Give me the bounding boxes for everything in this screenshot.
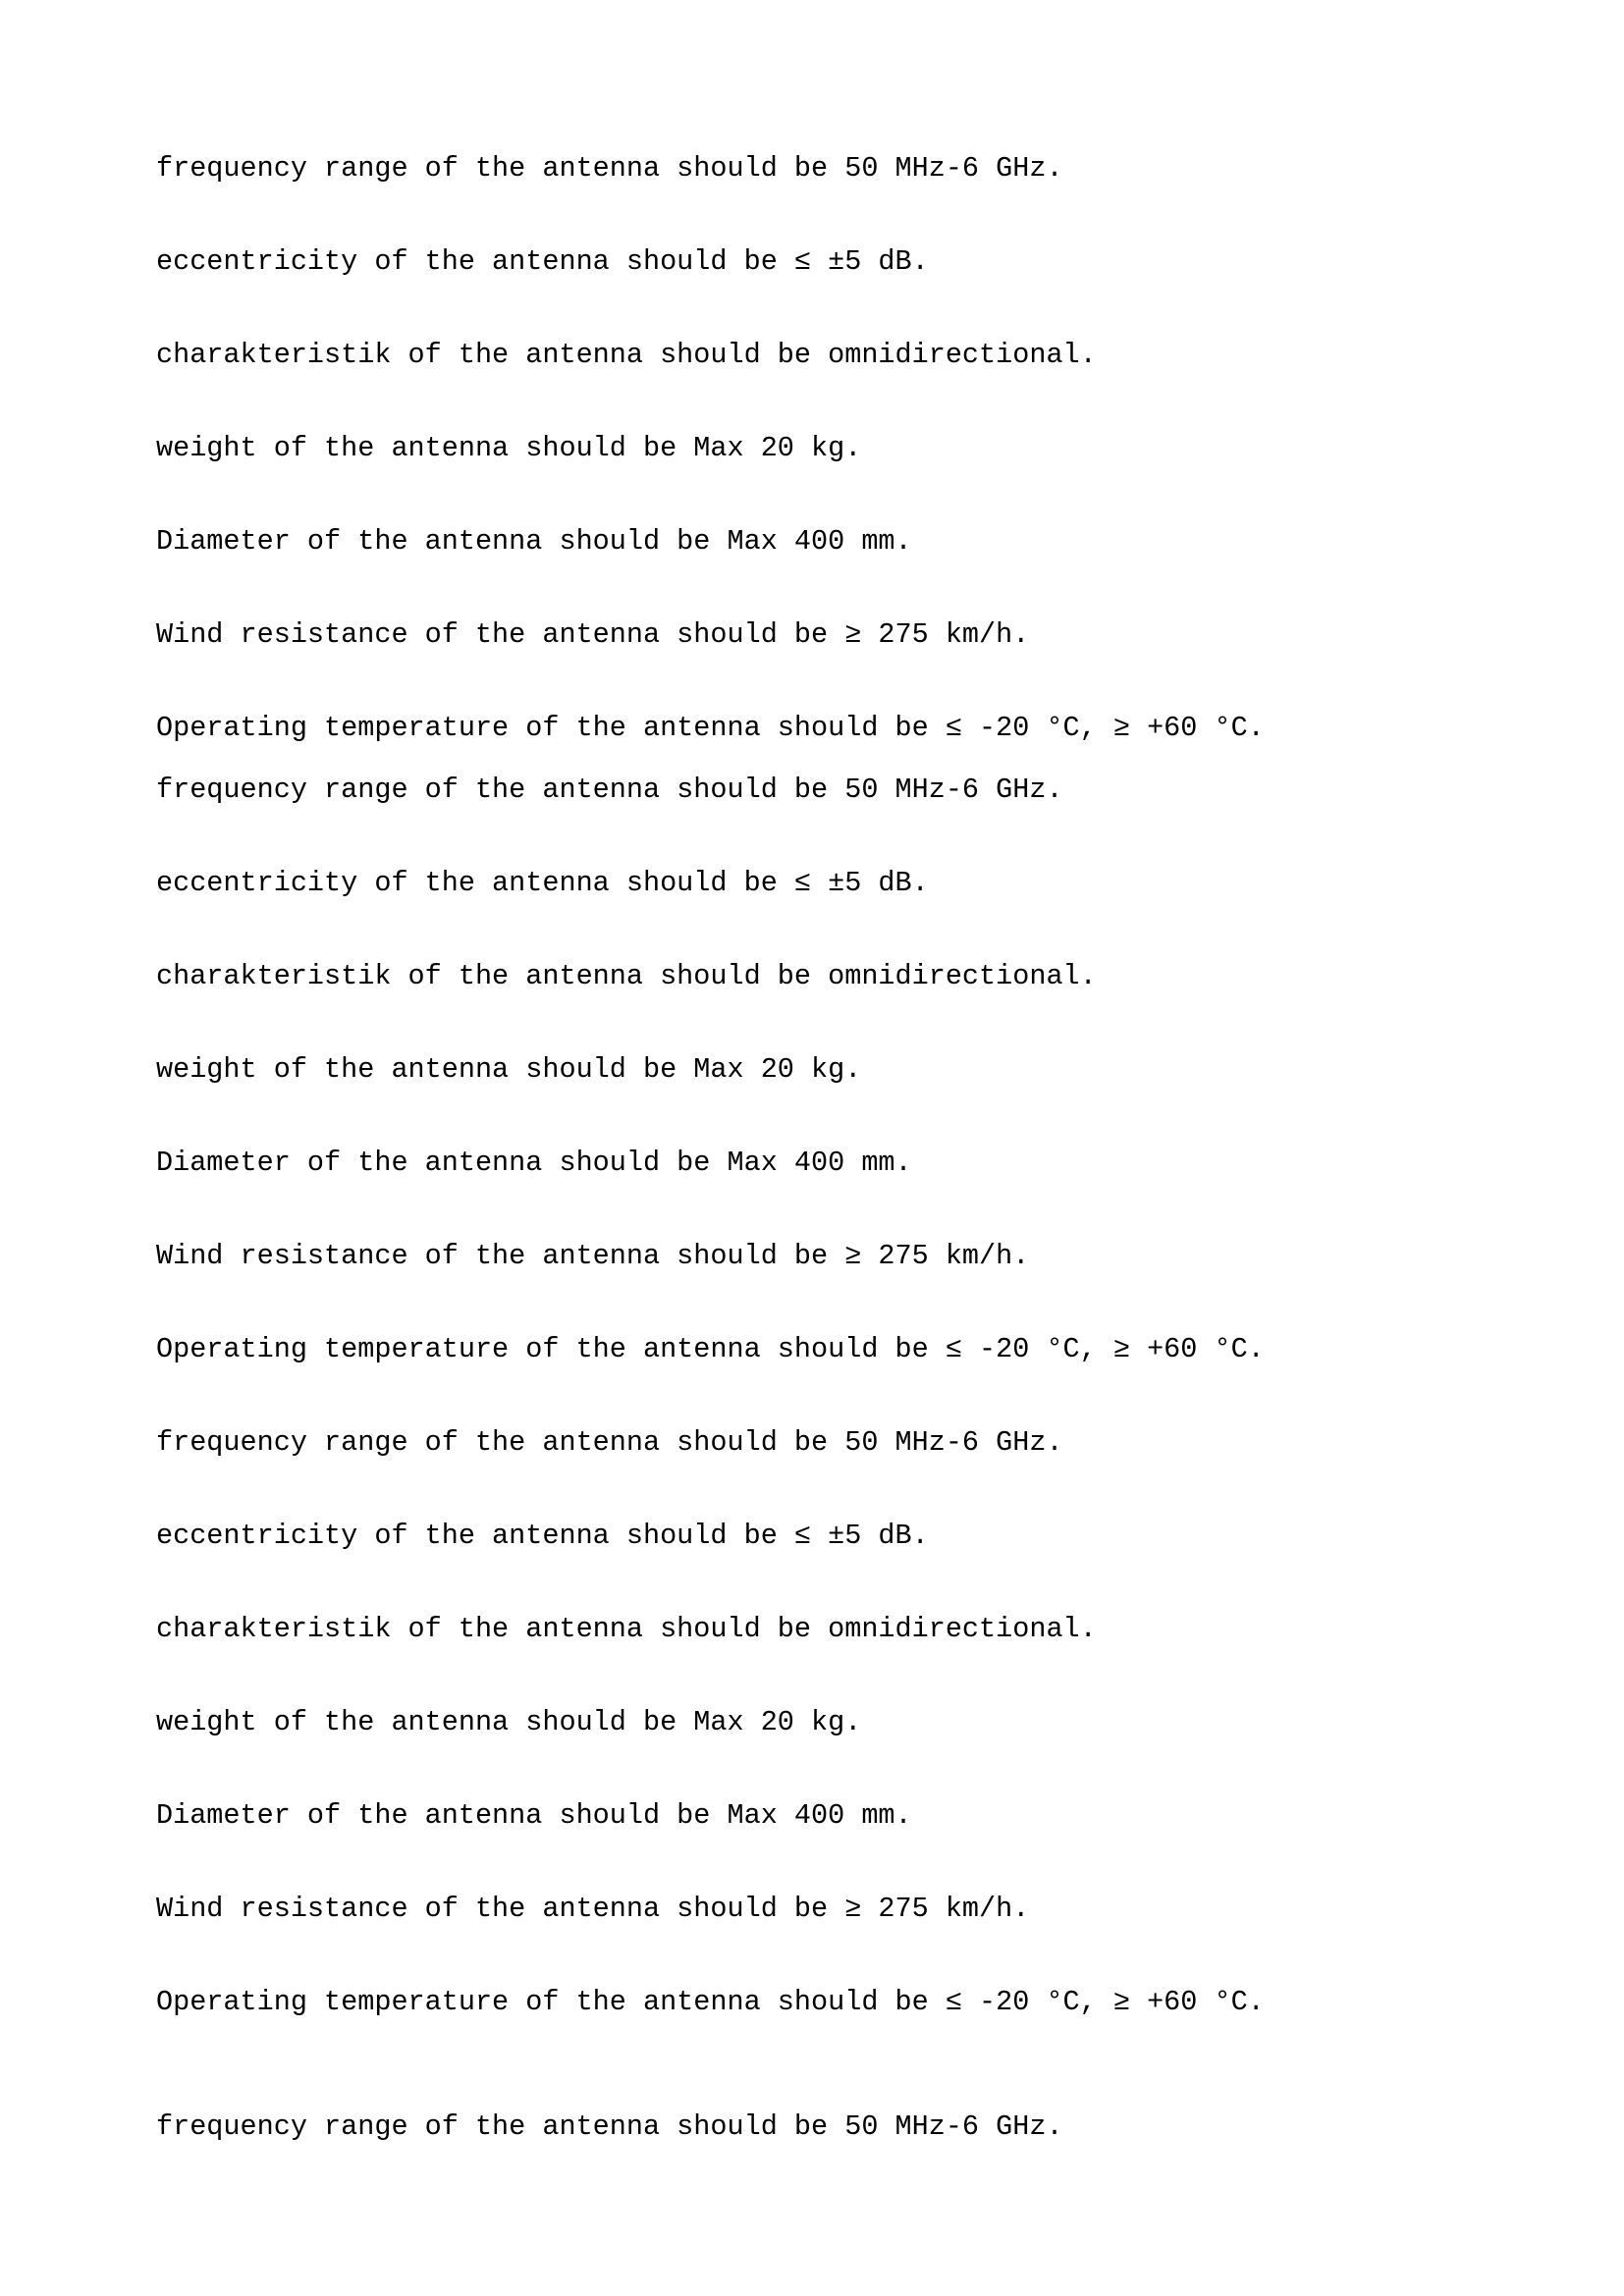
spec-line: eccentricity of the antenna should be ≤ ±5 dB. [156,245,929,278]
spec-line: Diameter of the antenna should be Max 400 mm. [156,525,912,558]
spec-line: frequency range of the antenna should be 50 MHz-6 GHz. [156,2110,1063,2143]
spec-line: eccentricity of the antenna should be ≤ ±5 dB. [156,867,929,899]
spec-line: frequency range of the antenna should be 50 MHz-6 GHz. [156,152,1063,185]
spec-line: weight of the antenna should be Max 20 kg. [156,1706,862,1738]
spec-line: Wind resistance of the antenna should be ≥ 275 km/h. [156,618,1030,651]
spec-line: Operating temperature of the antenna should be ≤ -20 °C, ≥ +60 °C. [156,712,1265,744]
spec-line: weight of the antenna should be Max 20 kg. [156,432,862,464]
spec-line: Wind resistance of the antenna should be ≥ 275 km/h. [156,1893,1030,1925]
spec-line: frequency range of the antenna should be 50 MHz-6 GHz. [156,774,1063,806]
spec-line: charakteristik of the antenna should be omnidirectional. [156,960,1097,992]
spec-line: charakteristik of the antenna should be omnidirectional. [156,1613,1097,1645]
spec-line: frequency range of the antenna should be 50 MHz-6 GHz. [156,1426,1063,1459]
spec-line: Diameter of the antenna should be Max 400 mm. [156,1147,912,1179]
spec-line: Operating temperature of the antenna should be ≤ -20 °C, ≥ +60 °C. [156,1333,1265,1365]
spec-line: eccentricity of the antenna should be ≤ ±5 dB. [156,1520,929,1552]
spec-line: charakteristik of the antenna should be omnidirectional. [156,339,1097,371]
spec-line: Diameter of the antenna should be Max 400 mm. [156,1799,912,1832]
spec-line: Operating temperature of the antenna should be ≤ -20 °C, ≥ +60 °C. [156,1986,1265,2018]
spec-line: weight of the antenna should be Max 20 kg. [156,1053,862,1086]
spec-line: Wind resistance of the antenna should be ≥ 275 km/h. [156,1240,1030,1272]
